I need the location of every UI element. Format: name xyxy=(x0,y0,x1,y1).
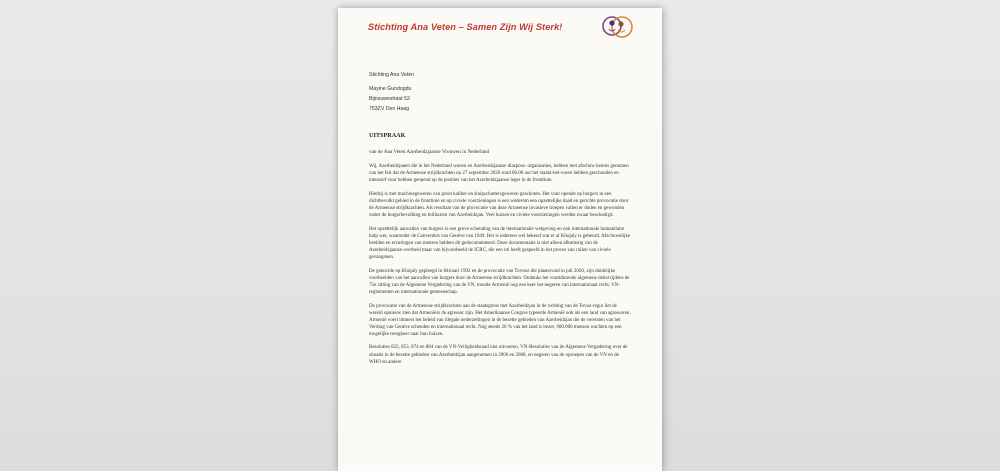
body-paragraph: De provocatie van de Armeense strijdkrachten aan de staatsgrens met Azerbeidzjan in de richting van de Tovuz-regio liet de wereld opnieuw zien dat Armeniërs de agressor zijn. Het Amerikaanse Congres typeerde Armenië ook als een land van agressoren. Armenië voert immers het beleid van illegale nederzettingen in de bezette gebieden van Azerbeidzjan die de vereisten van het Verdrag van Genève schenden en internationaal recht. Nog steeds 20 % van het land is bezet, 900.000 mensen wachten op een mogelijke terugkeer naar hun huizen. xyxy=(369,303,631,337)
body-paragraph: Het opzettelijk aanvallen van burgers is een grove schending van de internationale wetgeving en ook internationale humanitaire hulp wet, waaronder de Conventies van Genève van 1949. Het is iedereen wel bekend wat er al Khojaly is gebeurd. Afschuwelijke beelden en ervaringen van mensen hebben dit gedocumenteerd. Deze documentatie is niet alleen afkomstig van de Azerbeidzjaanse overheid maar van bijvoorbeeld de ICRC, die een rol heeft gespeeld in het proces van ruilen van civiele gevangenen. xyxy=(369,226,631,261)
address-line: Stichting Ana Vetėn xyxy=(369,72,414,78)
foundation-logo xyxy=(600,11,636,45)
letterhead-title: Stichting Ana Veten – Samen Zijn Wij Sterk! xyxy=(368,22,563,32)
body-paragraph: De genocide op Khojaly gepleegd in februari 1992 en de provocatie van Tovooz die plaatsvond in juli 2020, zijn duidelijke voorbeelden van het aanvallen van burgers door de Armeense strijdkrachten. Ondanks het voortdurende algemene debat tijdens de 75e zitting van de Algemene Vergadering van de VN, toonde Armenië nog een keer het negeren van internationaal recht, VN- reglementen en internationale gemeenschap. xyxy=(369,268,630,295)
address-line: Mayine Gundogdu xyxy=(369,86,412,92)
document-subheading: van de Ana Veten Azerbeidzjaanse Vrouwen in Nederland xyxy=(369,149,490,155)
address-line: 753ZV Den Haag xyxy=(369,106,410,112)
document-body xyxy=(369,163,631,372)
document-page xyxy=(338,8,662,471)
body-paragraph: Resoluties 822, 853, 874 en 884 van de VN-Veiligheidsraad niet uitvoeren, VN-Resoluties van de Algemene Vergadering over de situatie in de bezette gebieden van Azerbeidzjan aangenomen in 2006 en 2008, en negeren van de oproepen van de VN en de WHO en andere xyxy=(369,345,628,365)
sender-address xyxy=(369,70,414,114)
body-paragraph: Wij, Azerbeidzjanen die in het Nederland wonen en Azerbeidzjaanse diaspora- organisaties, hebben met afschuw kennis genomen van het feit dat de Armeense strijdkrachten op 27 september 2020 rond 06.00 uur het staakt-het-vuren hebben geschonden en intensief vuur hebben geopend op de posities van het Azerbeidzjaanse leger in de frontlinie. xyxy=(369,164,629,184)
body-paragraph: Hierbij is met machinegeweren van groot kaliber en sluipschuttersgeweren geschoten. Het vuur opende op burgers in een dichtbevolkt gebied in de frontlinie en op civiele voorzieningen is een wederom een opzettelijke daad en gerichte provocatie door de Armeense strijdkrachten. Als resultaat van de provocatie van deze Armeense invasieve troepen vallen er doden en gewonden onder de burgerbevolking en militairen van Azerbeidzjan. Veel huizen en civiele voorzieningen werden zwaar beschadigd. xyxy=(369,191,629,219)
document-heading: UITSPRAAK xyxy=(369,132,406,139)
address-line: Bijnsuwestraat 52 xyxy=(369,96,410,102)
